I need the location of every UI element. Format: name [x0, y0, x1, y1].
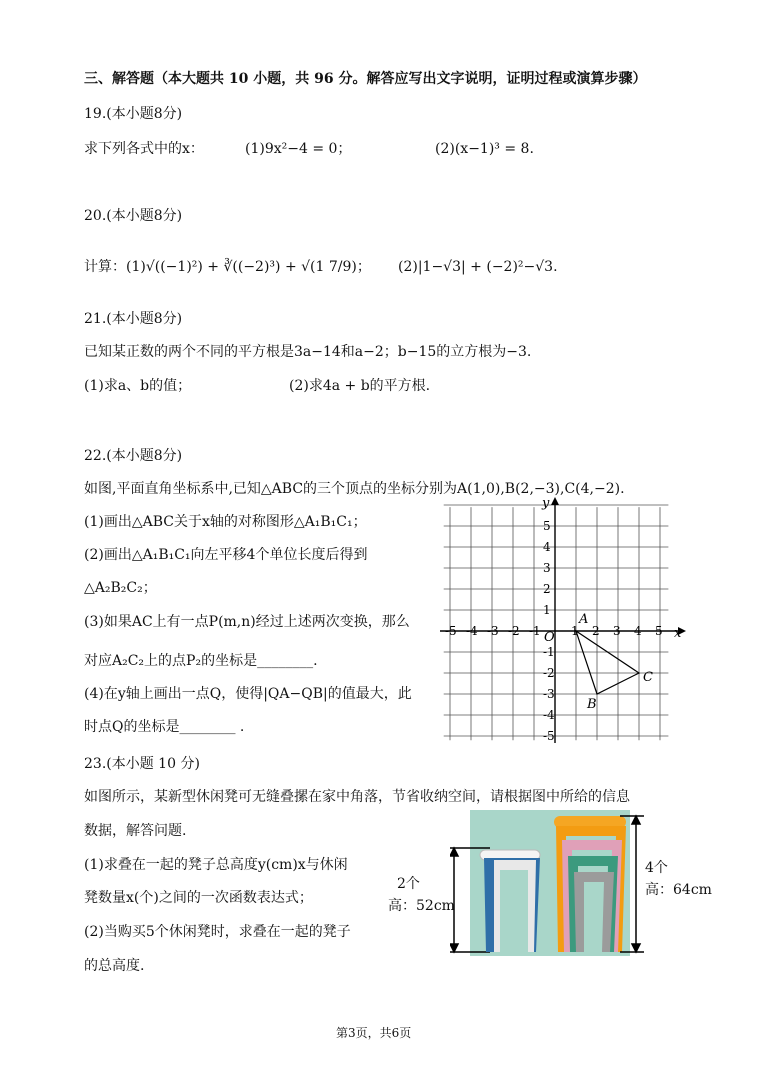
q23-stem2: 数据，解答问题. — [84, 823, 187, 839]
y-axis-label: y — [542, 496, 550, 511]
y-tick-label: -4 — [543, 708, 555, 722]
y-tick-label: -3 — [543, 687, 555, 701]
vertex-label-a: A — [579, 612, 589, 627]
q21-part1: (1)求a、b的值； — [84, 378, 192, 394]
left-count-label: 2个 — [397, 876, 420, 892]
q23-part1b: 凳数量x(个)之间的一次函数表达式； — [84, 890, 313, 906]
q19-part2: (2)(x−1)³ = 8. — [435, 141, 534, 157]
y-tick-label: 5 — [543, 519, 551, 533]
q23-part2b: 的总高度. — [84, 958, 145, 974]
triangle-abc — [576, 631, 639, 694]
x-tick-label: -3 — [487, 624, 499, 638]
x-tick-label: 5 — [655, 624, 663, 638]
x-axis-label: x — [674, 626, 682, 641]
coordinate-graph — [440, 495, 690, 745]
y-tick-label: 3 — [543, 561, 551, 575]
q22-part3b: 对应A₂C₂上的点P₂的坐标是________. — [84, 653, 318, 669]
x-tick-label: 1 — [571, 624, 579, 638]
grid — [440, 505, 668, 740]
y-tick-label: -2 — [543, 666, 555, 680]
q22-part4b: 时点Q的坐标是________ . — [84, 719, 245, 735]
q23-part1a: (1)求叠在一起的凳子总高度y(cm)x与休闲 — [84, 857, 348, 873]
q22-part2b: △A₂B₂C₂； — [84, 580, 157, 596]
q19-header: 19.(本小题8分) — [84, 106, 183, 122]
q23-part2a: (2)当购买5个休闲凳时，求叠在一起的凳子 — [84, 924, 351, 940]
q22-part4a: (4)在y轴上画出一点Q，使得|QA−QB|的值最大，此 — [84, 686, 412, 702]
right-count-label: 4个 — [645, 860, 668, 876]
axes — [440, 497, 686, 743]
y-tick-label: 2 — [543, 582, 551, 596]
q23-stem1: 如图所示，某新型休闲凳可无缝叠摞在家中角落，节省收纳空间，请根据图中所给的信息 — [84, 789, 630, 805]
q21-stem: 已知某正数的两个不同的平方根是3a−14和a−2；b−15的立方根为−3. — [84, 344, 532, 360]
q21-header: 21.(本小题8分) — [84, 311, 183, 327]
y-tick-label: 1 — [543, 603, 551, 617]
page-footer: 第3页，共6页 — [336, 1026, 412, 1040]
x-tick-label: 4 — [634, 624, 642, 638]
y-tick-label: -1 — [543, 645, 555, 659]
stool-illustration — [450, 810, 645, 958]
q22-part3a: (3)如果AC上有一点P(m,n)经过上述两次变换，那么 — [84, 614, 410, 630]
q23-header: 23.(本小题 10 分) — [84, 756, 200, 772]
q22-part1: (1)画出△ABC关于x轴的对称图形△A₁B₁C₁； — [84, 514, 367, 530]
x-tick-label: 2 — [592, 624, 600, 638]
x-tick-label: -2 — [508, 624, 520, 638]
vertex-label-c: C — [643, 670, 653, 685]
y-tick-label: 4 — [543, 540, 551, 554]
q20-header: 20.(本小题8分) — [84, 208, 183, 224]
q19-prompt: 求下列各式中的x： — [84, 141, 204, 157]
y-tick-label: -5 — [543, 729, 555, 743]
x-tick-label: -1 — [529, 624, 541, 638]
q19-part1: (1)9x²−4 = 0； — [245, 141, 352, 157]
q20-part1: 计算：(1)√((−1)²) + ∛((−2)³) + √(1 7/9)； — [84, 259, 371, 275]
vertex-label-b: B — [587, 697, 597, 712]
q22-part2a: (2)画出△A₁B₁C₁向左平移4个单位长度后得到 — [84, 547, 368, 563]
left-height-label: 高：52cm — [388, 898, 455, 914]
x-tick-label: -5 — [445, 624, 457, 638]
q22-stem: 如图,平面直角坐标系中,已知△ABC的三个顶点的坐标分别为A(1,0),B(2,−3),C(4,−2). — [84, 481, 625, 497]
right-height-label: 高：64cm — [645, 882, 712, 898]
q21-part2: (2)求4a + b的平方根. — [289, 378, 431, 394]
q22-header: 22.(本小题8分) — [84, 448, 183, 464]
q20-part2: (2)|1−√3| + (−2)²−√3. — [398, 259, 558, 275]
x-tick-label: 3 — [613, 624, 621, 638]
origin-label: O — [544, 630, 555, 645]
x-tick-label: -4 — [466, 624, 478, 638]
section-title: 三、解答题（本大题共 10 小题，共 96 分。解答应写出文字说明，证明过程或演算步骤） — [84, 71, 647, 87]
